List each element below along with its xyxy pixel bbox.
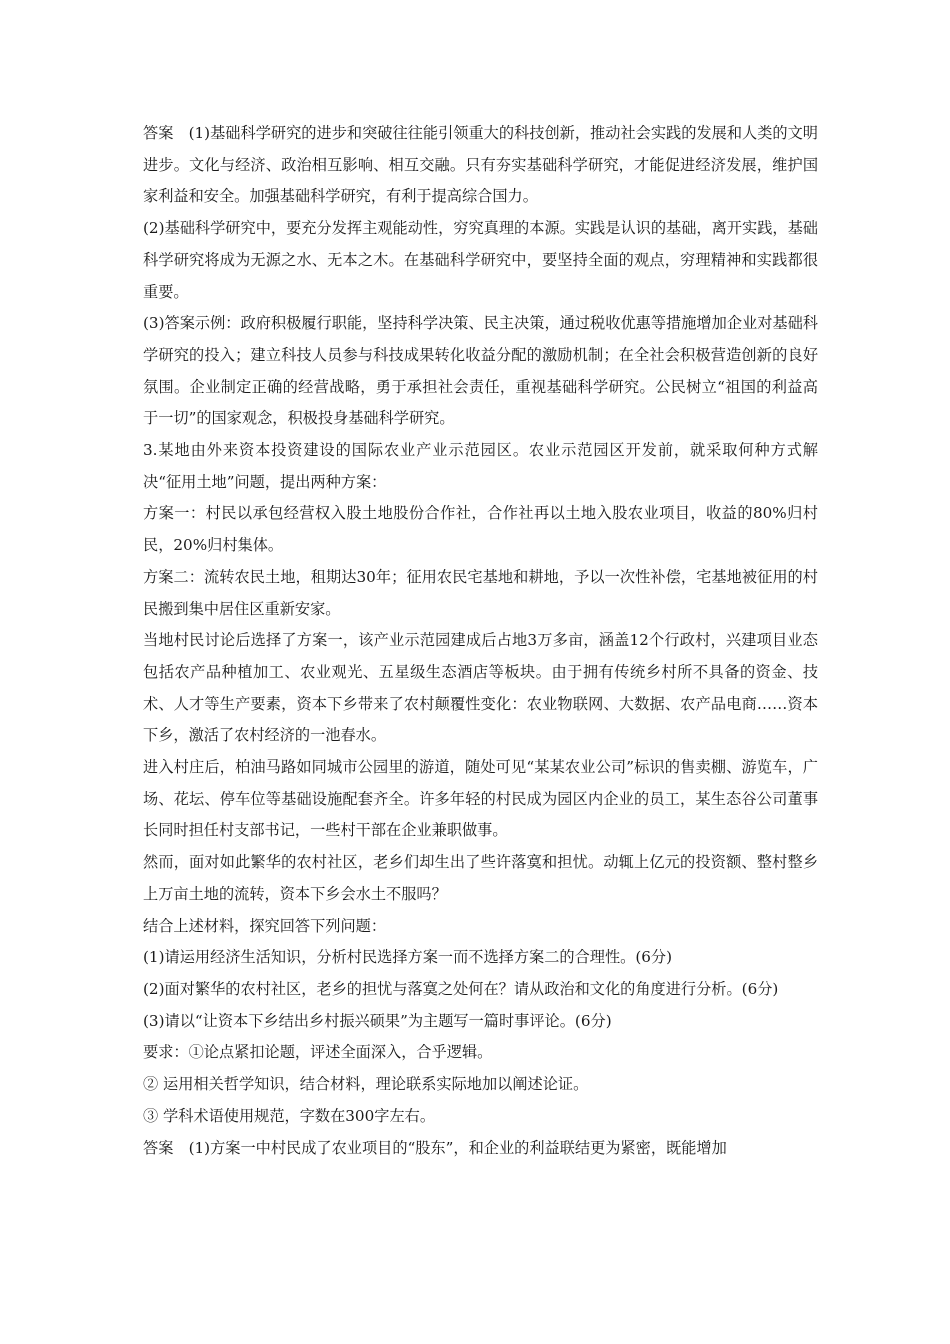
- answer-3-part-1: 答案 (1)方案一中村民成了农业项目的“股东”，和企业的利益联结更为紧密，既能增加: [143, 1138, 727, 1157]
- plan-one: 方案一：村民以承包经营权入股土地股份合作社，合作社再以土地入股农业项目，收益的80%归村民，20%归村集体。: [143, 504, 818, 555]
- material-paragraph-1: 当地村民讨论后选择了方案一，该产业示范园建成后占地3万多亩，涵盖12个行政村，兴建项目业态包括农产品种植加工、农业观光、五星级生态酒店等板块。由于拥有传统乡村所不具备的资金、技术、人才等生产要素，资本下乡带来了农村颠覆性变化：农业物联网、大数据、农产品电商……资本下乡，激活了农村经济的一池春水。: [143, 631, 818, 745]
- question-prompt: 结合上述材料，探究回答下列问题：: [143, 916, 386, 935]
- requirement-3: ③ 学科术语使用规范，字数在300字左右。: [143, 1106, 436, 1125]
- material-paragraph-2: 进入村庄后，柏油马路如同城市公园里的游道，随处可见“某某农业公司”标识的售卖棚、游览车，广场、花坛、停车位等基础设施配套齐全。许多年轻的村民成为园区内企业的员工，某生态谷公司董事长同时担任村支部书记，一些村干部在企业兼职做事。: [143, 758, 818, 840]
- plan-two: 方案二：流转农民土地，租期达30年；征用农民宅基地和耕地，予以一次性补偿，宅基地被征用的村民搬到集中居住区重新安家。: [143, 567, 818, 618]
- answer-2-part-2: (2)基础科学研究中，要充分发挥主观能动性，穷究真理的本源。实践是认识的基础，离开实践，基础科学研究将成为无源之水、无本之木。在基础科学研究中，要坚持全面的观点，穷理精神和实践都很重要。: [143, 219, 818, 301]
- question-3-part-2: (2)面对繁华的农村社区，老乡的担忧与落寞之处何在？请从政治和文化的角度进行分析。(6分): [143, 979, 779, 998]
- answer-2-part-3: (3)答案示例：政府积极履行职能，坚持科学决策、民主决策，通过税收优惠等措施增加企业对基础科学研究的投入；建立科技人员参与科技成果转化收益分配的激励机制；在全社会积极营造创新的良好氛围。企业制定正确的经营战略，勇于承担社会责任，重视基础科学研究。公民树立“祖国的利益高于一切”的国家观念，积极投身基础科学研究。: [143, 314, 818, 428]
- requirement-1: 要求：①论点紧扣论题，评述全面深入，合乎逻辑。: [143, 1043, 493, 1062]
- document-page: [143, 118, 818, 1164]
- material-paragraph-3: 然而，面对如此繁华的农村社区，老乡们却生出了些许落寞和担忧。动辄上亿元的投资额、整村整乡上万亩土地的流转，资本下乡会水土不服吗？: [143, 853, 818, 903]
- question-3-part-1: (1)请运用经济生活知识，分析村民选择方案一而不选择方案二的合理性。(6分): [143, 948, 673, 967]
- question-3-intro: 3.某地由外来资本投资建设的国际农业产业示范园区。农业示范园区开发前，就采取何种方式解决“征用土地”问题，提出两种方案：: [143, 441, 818, 491]
- requirement-2: ② 运用相关哲学知识，结合材料，理论联系实际地加以阐述论证。: [143, 1075, 589, 1094]
- answer-2-part-1: 答案 (1)基础科学研究的进步和突破往往能引领重大的科技创新，推动社会实践的发展和人类的文明进步。文化与经济、政治相互影响、相互交融。只有夯实基础科学研究，才能促进经济发展，维护国家利益和安全。加强基础科学研究，有利于提高综合国力。: [143, 124, 818, 206]
- question-3-part-3: (3)请以“让资本下乡结出乡村振兴硕果”为主题写一篇时事评论。(6分): [143, 1011, 612, 1030]
